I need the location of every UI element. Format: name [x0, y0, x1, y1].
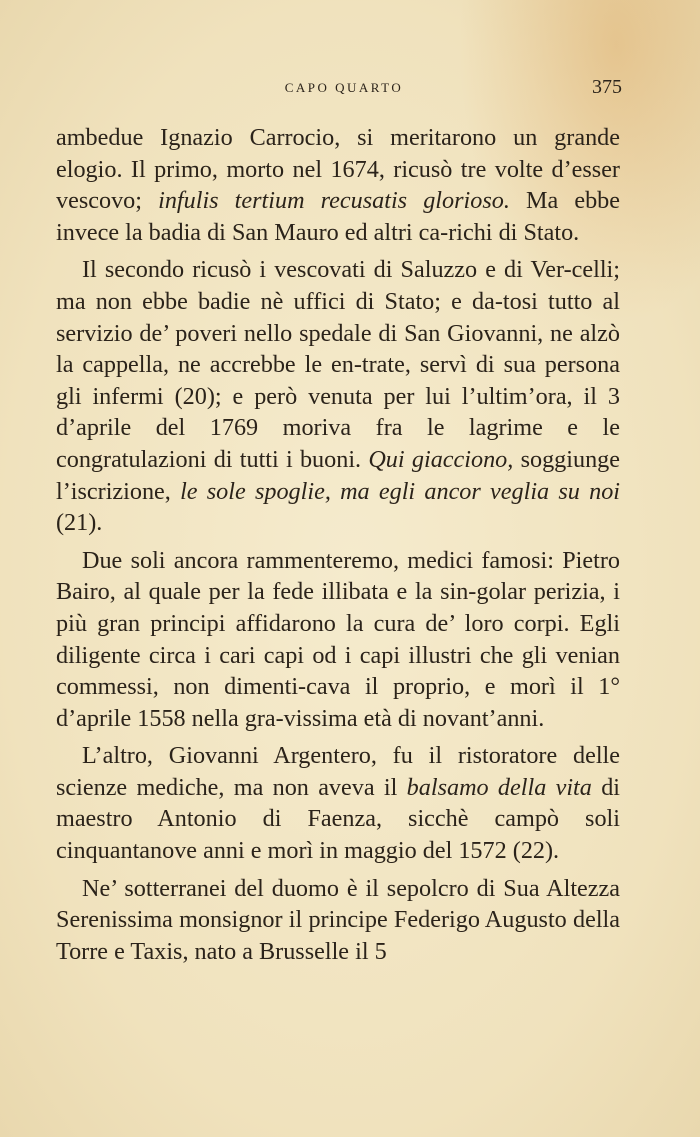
running-head: CAPO QUARTO: [284, 80, 404, 95]
p2-text-a: Il secondo ricusò i vescovati di Saluzzo e di Ver-celli; ma non ebbe badie nè uffici di Stato; e da-tosi tutto al servizio de’ poveri nello spedale di San Giovanni, ne alzò la cappella, ne accrebbe le en-trate, servì di sua persona gli infermi (20); e però venuta per lui l’ultim’ora, il 3 d’aprile del 1769 moriva fra le lagrime e le congratulazioni di tutti i buoni.: [56, 256, 620, 473]
paragraph-2: [56, 254, 620, 538]
p5-text: Ne’ sotterranei del duomo è il sepolcro di Sua Altezza Serenissima monsignor il principe Federigo Augusto della Torre e Taxis, nato a Brusselle il 5: [56, 874, 620, 965]
paragraph-5: [56, 873, 620, 968]
body-text: [56, 122, 620, 973]
p1-text-a: ambedue Ignazio Carrocio, si meritarono un grande elogio. Il primo, morto nel 1674, ricusò tre volte d’esser vescovo;: [56, 124, 620, 215]
paragraph-3: [56, 545, 620, 735]
p4-text-a: L’altro, Giovanni Argentero, fu il ristoratore delle scienze mediche, ma non aveva il: [56, 742, 620, 801]
p2-text-c: (21).: [56, 509, 103, 537]
page-number: 375: [592, 76, 622, 98]
p1-text-b: Ma ebbe invece la badia di San Mauro ed altri ca-richi di Stato.: [56, 187, 620, 246]
paragraph-4: [56, 740, 620, 866]
p1-italic-latin-quote: infulis tertium recusatis glorioso.: [158, 187, 510, 215]
p2-text-b: soggiunge l’iscrizione,: [56, 445, 620, 505]
paragraph-1: [56, 122, 620, 248]
p4-italic-phrase: balsamo della vita: [406, 773, 592, 801]
p2-italic-quote-2: le sole spoglie, ma egli ancor veglia su noi: [180, 477, 621, 505]
page-header: [66, 76, 622, 104]
p3-text: Due soli ancora rammenteremo, medici famosi: Pietro Bairo, al quale per la fede illibata e la sin-golar perizia, i più gran principi affidarono la cura de’ loro corpi. Egli diligente circa i cari capi od i capi illustri che gli venian commessi, non dimenti-cava il proprio, e morì il 1° d’aprile 1558 nella gra-vissima età di novant’anni.: [56, 546, 620, 732]
p4-text-b: di maestro Antonio di Faenza, sicchè campò soli cinquantanove anni e morì in maggio del 1572 (22).: [56, 773, 621, 865]
p2-italic-quote-1: Qui giacciono,: [368, 445, 514, 473]
